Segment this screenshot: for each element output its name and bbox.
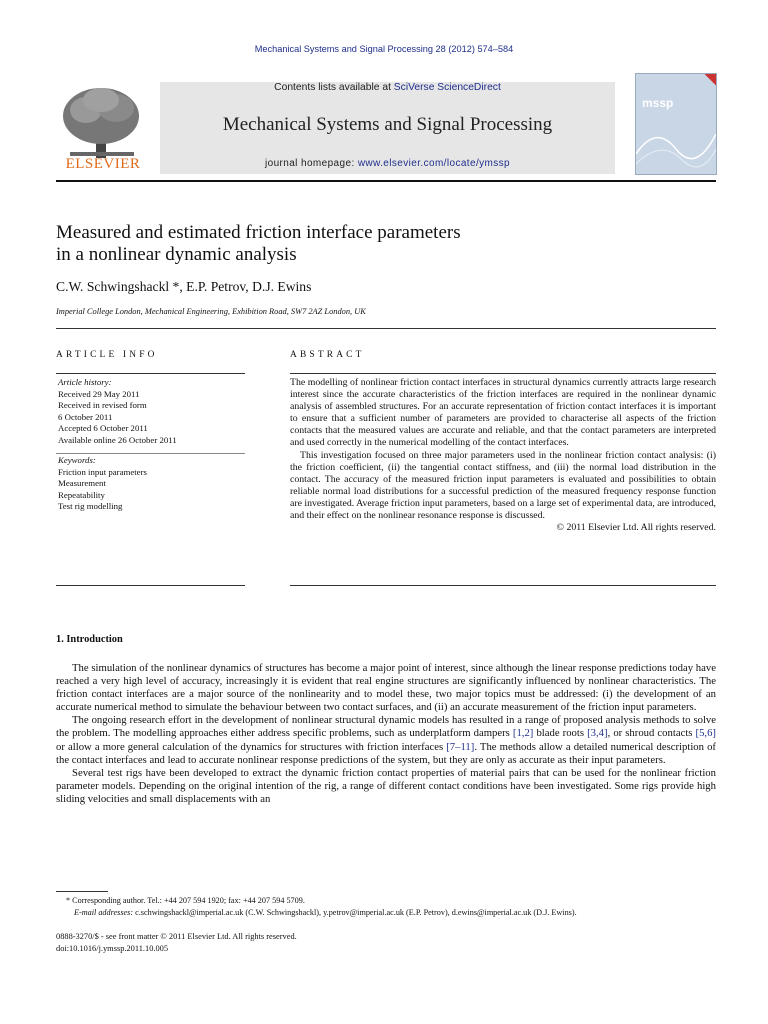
introduction-body <box>56 662 716 806</box>
intro-text: The ongoing research effort in the development of nonlinear structural dynamic models has resulted in a range of proposed analysis methods to solve the problem. The modelling approaches either address specific problems, such as underplatform dampers <box>56 714 716 740</box>
reference-link[interactable]: [3,4] <box>587 727 608 740</box>
reference-link[interactable]: [7–11] <box>446 740 475 753</box>
paper-title-line-2: in a nonlinear dynamic analysis <box>56 244 297 265</box>
abstract-paragraph: The modelling of nonlinear friction contact interfaces in structural dynamics currently attracts large research interest since the accurate characteristics of the friction interfaces are required in the nonlinear dynamic analysis of assembled structures. For an accurate representation of friction contact interfaces it is important to ensure that a sufficient number of parameters are provided to characterise all aspects of the friction contacts that the measured values are accurate and reliable, and that the contact parameters are interpreted and used correctly in the numerical modelling of the contact interfaces. <box>290 377 716 449</box>
article-history <box>58 377 244 447</box>
keyword-item: Measurement <box>58 478 106 489</box>
intro-text: or allow a more general calculation of the dynamics for structures with friction interfaces <box>56 740 447 753</box>
section-heading-introduction: 1. Introduction <box>56 634 123 645</box>
info-bottom-rule <box>56 585 245 586</box>
journal-citation[interactable]: Mechanical Systems and Signal Processing 28 (2012) 574–584 <box>254 44 514 54</box>
email-addresses[interactable]: c.schwingshackl@imperial.ac.uk (C.W. Schwingshackl), y.petrov@imperial.ac.uk (E.P. Petrov), d.ewins@imperial.ac.uk (D.J. Ewins). <box>133 908 577 917</box>
affiliation: Imperial College London, Mechanical Engineering, Exhibition Road, SW7 2AZ London, UK <box>56 307 366 316</box>
corresponding-author-footnote: * Corresponding author. Tel.: +44 207 594 1920; fax: +44 207 594 5709. <box>66 896 305 905</box>
history-label: Article history: <box>58 377 112 387</box>
history-item: Received 29 May 2011 <box>58 388 140 399</box>
intro-text: . The methods allow a detailed numerical description of the contact interfaces and lead to accurate nonlinear response predictions of the system, but they are only as accurate as their input parameters. <box>56 740 716 766</box>
email-label: E-mail addresses: <box>74 908 134 917</box>
journal-cover-image <box>635 73 717 175</box>
keywords-label: Keywords: <box>58 455 96 465</box>
homepage-prefix: journal homepage: <box>264 158 358 169</box>
cover-ribbon <box>682 73 717 101</box>
sciencedirect-link[interactable]: SciVerse ScienceDirect <box>393 82 501 93</box>
cover-title: mssp <box>642 96 674 110</box>
intro-paragraph <box>56 714 716 766</box>
article-info-heading: ARTICLE INFO <box>56 350 158 360</box>
abstract-paragraph: This investigation focused on three major parameters used in the nonlinear friction contact analysis: (i) the friction coefficient, (ii) the tangential contact stiffness, and (iii) the normal load distribution in the contact. The accuracy of the measured friction input parameters is evaluated and possibilities to obtain reliable normal load distributions for a successful prediction of the measured frequency response function are investigated. Average friction input parameters, based on a large set of experimental data, are introduced, and their effect on the nonlinear resonance response is discussed. <box>290 449 716 522</box>
intro-text: , or shroud contacts <box>607 727 696 740</box>
keyword-item: Friction input parameters <box>58 466 147 477</box>
homepage-line <box>160 158 615 169</box>
keyword-item: Test rig modelling <box>58 501 123 512</box>
issn-line: 0888-3270/$ - see front matter © 2011 Elsevier Ltd. All rights reserved. <box>56 932 297 941</box>
intro-paragraph: The simulation of the nonlinear dynamics of structures has become a major point of interest, since although the linear response predictions today have reached a very high level of accuracy, increasingly it is evident that real engine structures are significantly influenced by nonlinear characteristics. The friction contact interfaces are a major source of the nonlinearity and to model these, two major topics must be addressed: (i) the development of an accurate numerical method to simulate the behaviour between two contact surfaces, and (ii) an accurate measurement of the friction input parameters. <box>56 662 716 714</box>
history-item: Received in revised form <box>58 400 147 411</box>
abstract-top-rule <box>290 373 716 374</box>
history-item: Accepted 6 October 2011 <box>58 423 148 434</box>
history-item: Available online 26 October 2011 <box>58 434 177 445</box>
authors: C.W. Schwingshackl *, E.P. Petrov, D.J. Ewins <box>56 279 312 294</box>
contents-line <box>160 82 615 93</box>
abstract-bottom-rule <box>290 585 716 586</box>
paper-title-line-1: Measured and estimated friction interface parameters <box>56 222 461 243</box>
header-divider <box>56 180 716 182</box>
abstract-body <box>290 377 716 534</box>
intro-paragraph: Several test rigs have been developed to extract the dynamic friction contact properties of material pairs that can be used for the nonlinear friction parameter models. Depending on the original intention of the rig, a range of different contact conditions have been investigated. Some rigs provide high sliding velocities and small displacements with an <box>56 766 716 805</box>
info-mid-rule <box>56 453 245 454</box>
footnote-rule <box>56 891 108 892</box>
elsevier-wordmark: ELSEVIER <box>65 156 141 172</box>
reference-link[interactable]: [5,6] <box>695 727 716 740</box>
cover-wave-graphic <box>636 114 716 174</box>
journal-title: Mechanical Systems and Signal Processing <box>222 114 553 135</box>
email-footnote <box>74 908 724 917</box>
homepage-link[interactable]: www.elsevier.com/locate/ymssp <box>357 158 511 169</box>
abstract-heading: ABSTRACT <box>290 350 365 360</box>
keyword-item: Repeatability <box>58 489 105 500</box>
contents-prefix: Contents lists available at <box>274 82 394 93</box>
abstract-copyright: © 2011 Elsevier Ltd. All rights reserved. <box>556 522 716 534</box>
reference-link[interactable]: [1,2] <box>512 727 534 740</box>
keywords <box>58 455 244 513</box>
info-top-rule <box>56 373 245 374</box>
history-item: 6 October 2011 <box>58 411 113 422</box>
title-divider <box>56 328 716 329</box>
intro-text: blade roots <box>533 727 588 740</box>
paper-title <box>56 222 696 266</box>
doi-line[interactable]: doi:10.1016/j.ymssp.2011.10.005 <box>56 944 169 953</box>
